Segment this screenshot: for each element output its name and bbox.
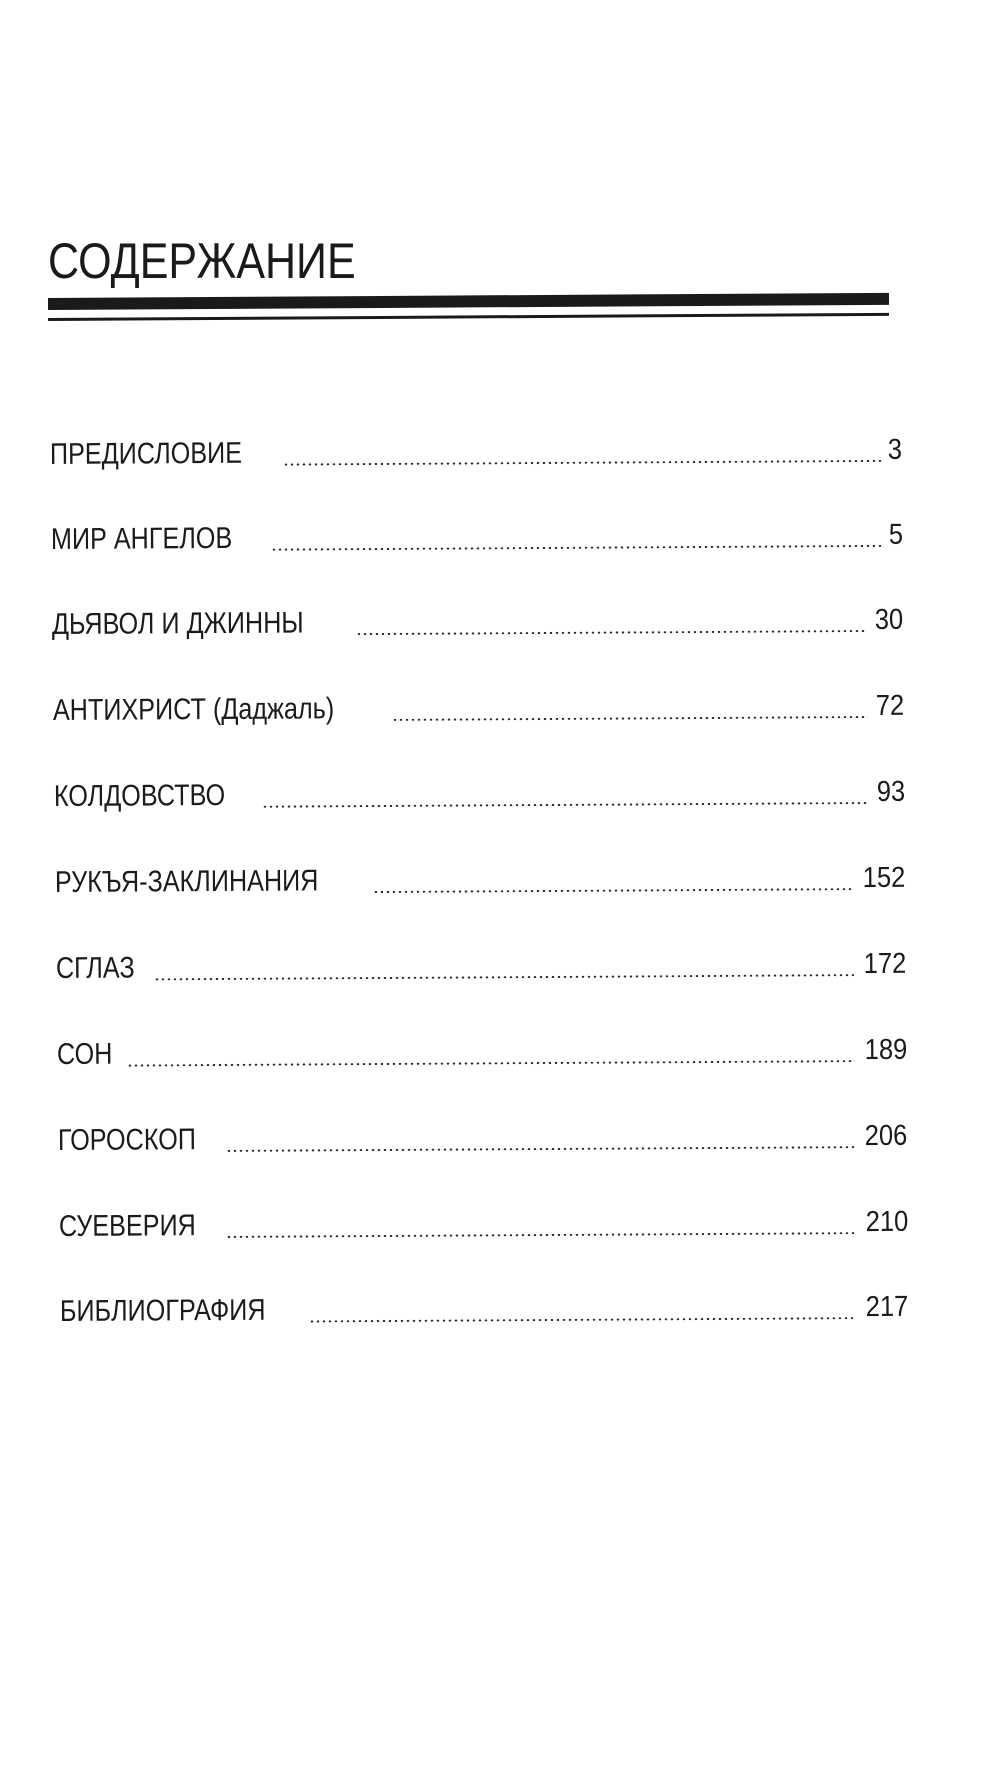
toc-entry-title: РУКЪЯ-ЗАКЛИНАНИЯ — [54, 864, 319, 899]
toc-entry-title: СОН — [56, 1037, 113, 1071]
toc-entry-title: ГОРОСКОП — [57, 1123, 197, 1157]
toc-entry-devil-jinn — [52, 595, 903, 640]
toc-dot-leader — [226, 1146, 854, 1152]
toc-dot-leader — [271, 545, 883, 551]
toc-dot-leader — [356, 630, 867, 635]
toc-dot-leader — [226, 1232, 856, 1238]
toc-entry-horoscope — [58, 1111, 907, 1156]
toc-entry-title: БИБЛИОГРАФИЯ — [59, 1293, 266, 1328]
toc-entry-angels — [51, 510, 903, 555]
toc-dot-leader — [283, 460, 882, 466]
toc-entry-antichrist — [53, 681, 904, 726]
toc-entry-dream — [57, 1025, 907, 1070]
toc-entry-page: 206 — [864, 1119, 907, 1153]
toc-entry-preface — [50, 425, 902, 470]
toc-entry-page: 72 — [875, 689, 904, 722]
toc-dot-leader — [262, 802, 869, 808]
toc-entry-sorcery — [54, 767, 905, 812]
toc-entry-title: КОЛДОВСТВО — [53, 778, 226, 813]
toc-entry-title: ПРЕДИСЛОВИЕ — [49, 436, 243, 471]
toc-entry-evil-eye — [56, 939, 906, 984]
toc-entry-title: ДЬЯВОЛ И ДЖИННЫ — [51, 606, 304, 641]
toc-entry-title: АНТИХРИСТ (Даджаль) — [52, 692, 335, 727]
toc-entry-page: 93 — [876, 775, 905, 808]
toc-entry-title: МИР АНГЕЛОВ — [50, 521, 233, 556]
toc-entry-page: 152 — [862, 861, 905, 895]
toc-entry-bibliography — [60, 1282, 908, 1327]
toc-entry-title: СГЛАЗ — [55, 951, 135, 985]
toc-entry-page: 172 — [863, 947, 906, 981]
toc-entry-title: СУЕВЕРИЯ — [58, 1209, 196, 1243]
toc-entry-page: 189 — [864, 1033, 907, 1067]
toc-dot-leader — [154, 974, 854, 980]
toc-entry-page: 217 — [865, 1290, 908, 1324]
toc-entry-ruqya — [55, 853, 905, 898]
toc-entry-page: 5 — [888, 518, 903, 551]
contents-heading: СОДЕРЖАНИЕ — [48, 233, 356, 289]
toc-entry-page: 30 — [874, 603, 903, 636]
toc-entry-page: 3 — [887, 433, 902, 466]
toc-dot-leader — [392, 716, 868, 721]
toc-entry-page: 210 — [865, 1205, 908, 1239]
toc-dot-leader — [127, 1060, 855, 1066]
toc-dot-leader — [309, 1317, 856, 1322]
toc-entry-superstitions — [59, 1197, 908, 1242]
toc-dot-leader — [373, 888, 853, 893]
